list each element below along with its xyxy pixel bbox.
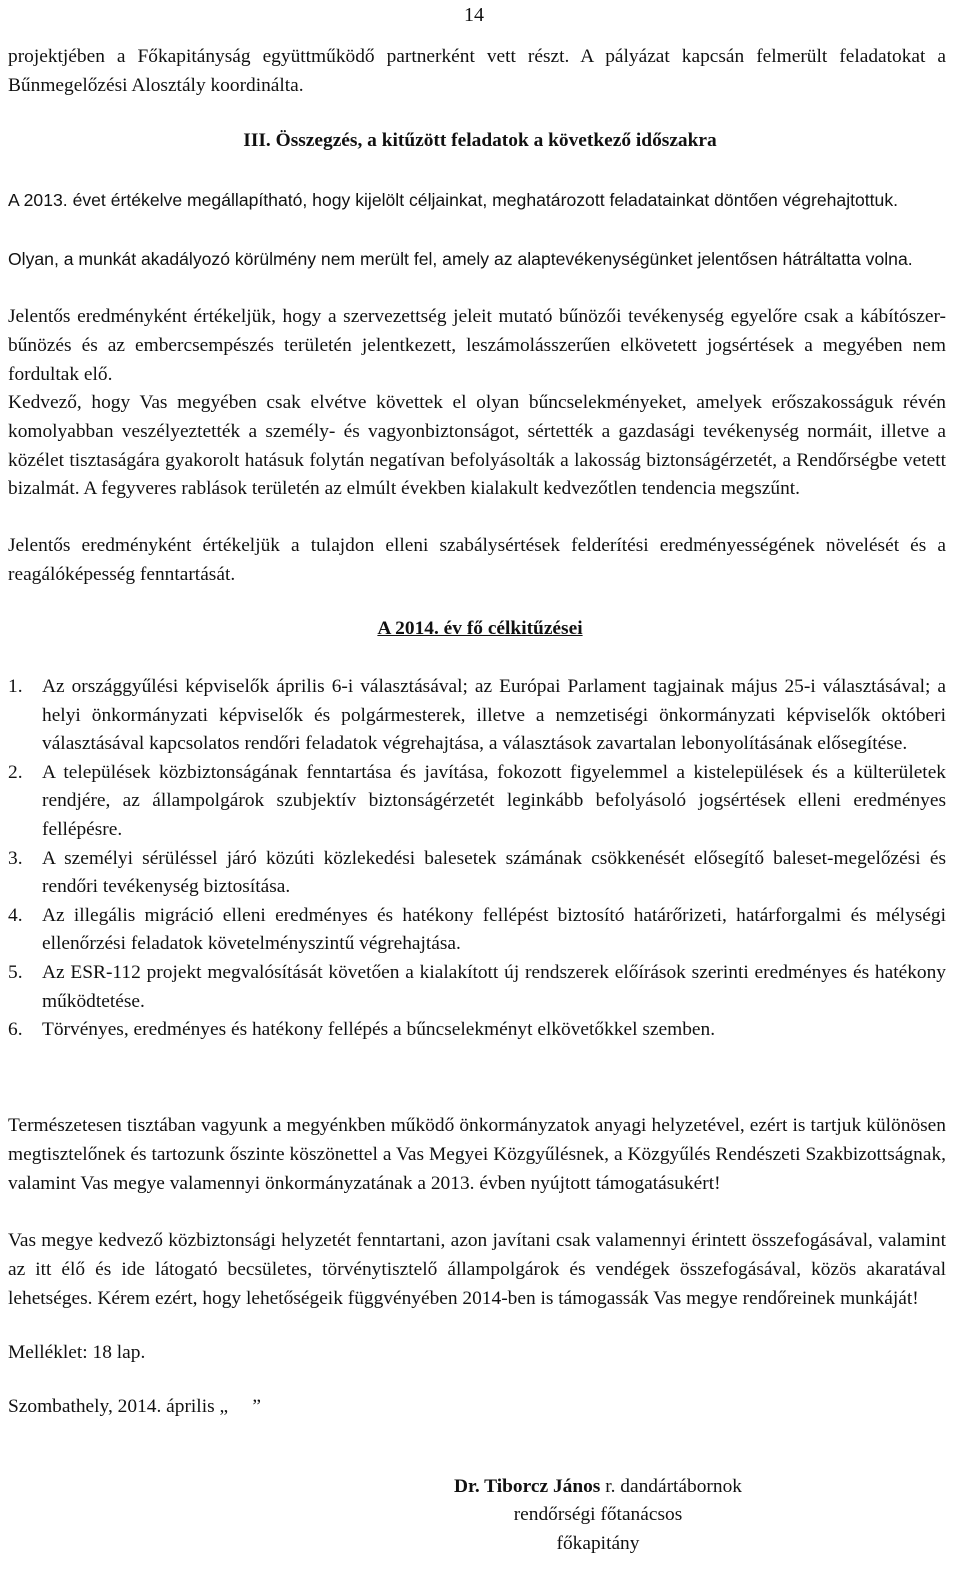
goal-item [8,1016,946,1045]
signature-name-line [0,1476,960,1498]
goal-text: Az ESR-112 projekt megvalósítását követően a kialakított új rendszerek előírások szerinti eredményes és hatékony működtetése. [42,961,946,1012]
goal-item [8,673,946,759]
goal-text: A személyi sérüléssel járó közúti közlekedési balesetek számának csökkenését elősegítő baleset-megelőzési és rendőri tevékenység biztosítása. [42,847,946,898]
attachment-note: Melléklet: 18 lap. [8,1342,146,1363]
intro-paragraph: projektjében a Főkapitányság együttműködő partnerként vett részt. A pályázat kapcsán felmerült feladatokat a Bűnmegelőzési Alosztály koordinálta. [8,46,946,96]
goal-number: 3. [8,847,23,869]
page-number: 14 [464,4,484,26]
goal-text: Törvényes, eredményes és hatékony fellépés a bűncselekményt elkövetőkkel szemben. [42,1019,716,1041]
goal-item [8,759,946,845]
signer-position: főkapitány [556,1533,640,1554]
goal-text: A települések közbiztonságának fenntartása és javítása, fokozott figyelemmel a kistelepülések és a külterületek rendjére, az állampolgárok szubjektív biztonságérzetét leginkább befolyásoló jogsértések elleni eredményes fellépésre. [42,761,946,840]
signer-name: Dr. Tiborcz János [454,1476,601,1497]
summary-paragraph-1: A 2013. évet értékelve megállapítható, hogy kijelölt céljainkat, meghatározott feladatainkat döntően végrehajtottuk. [8,190,899,210]
goal-number: 4. [8,904,23,926]
closing-paragraph: Vas megye kedvező közbiztonsági helyzetét fenntartani, azon javítani csak valamennyi érintett összefogásával, valamint az itt élő és ide látogató becsületes, törvénytisztelő állampolgárok és vendégek összefogásával, közös akaratával lehetséges. Kérem ezért, hogy lehetőségeik függvényében 2014-ben is támogassák Vas megye rendőreinek munkáját! [8,1230,946,1309]
signer-title: rendőrségi főtanácsos [513,1504,683,1525]
goal-text: Az országgyűlési képviselők április 6-i választásával; az Európai Parlament tagjainak május 25-i választásával; a helyi önkormányzati képviselők és polgármesterek, illetve a nemzetiségi önkormányzati képviselők októberi választásával kapcsolatos rendőri feladatok végrehajtása, a választások zavartalan lebonyolításának elősegítése. [42,676,946,755]
goal-text: Az illegális migráció elleni eredményes és hatékony fellépést biztosító határőrizeti, határforgalmi és mélységi ellenőrzési feladatok követelményszintű végrehajtása. [42,904,946,955]
summary-paragraph-2: Olyan, a munkát akadályozó körülmény nem merült fel, amely az alaptevékenységünket jelentősen hátráltatta volna. [8,249,913,269]
goal-item [8,959,946,1016]
signer-rank: r. dandártábornok [600,1476,742,1497]
goal-item [8,845,946,902]
goal-number: 5. [8,961,23,983]
results-paragraph-1: Jelentős eredményként értékeljük, hogy a szervezettség jeleit mutató bűnözői tevékenység egyelőre csak a kábítószer-bűnözés és az embercsempészés területén jelentkezett, leszámolásszerűen elkövetett jogsértések a megyében nem fordultak elő. [8,306,946,385]
favorable-paragraph: Kedvező, hogy Vas megyében csak elvétve követtek el olyan bűncselekményeket, amelyek erőszakosságuk révén komolyabban veszélyeztették a személy- és vagyonbiztonságot, sértették a gazdasági tevékenység normáit, illetve a közélet tisztaságára gyakorolt hatásuk folytán negatívan befolyásolták a lakosság biztonságérzetét, a Rendőrségbe vetett bizalmát. A fegyveres rablások területén az elmúlt években kialakult kedvezőtlen tendencia megszűnt. [8,392,946,500]
goal-item [8,902,946,959]
section-heading: III. Összegzés, a kitűzött feladatok a következő időszakra [243,130,717,151]
goal-number: 2. [8,761,23,783]
goal-number: 1. [8,676,23,697]
thanks-paragraph: Természetesen tisztában vagyunk a megyénkben működő önkormányzatok anyagi helyzetével, ezért is tartjuk különösen megtisztelőnek és tartozunk őszinte köszönettel a Vas Megyei Közgyűlésnek, a Közgyűlés Rendészeti Szakbizottságnak, valamint Vas megye valamennyi önkormányzatának a 2013. évben nyújtott támogatásukért! [8,1115,946,1194]
results-paragraph-2: Jelentős eredményként értékeljük a tulajdon elleni szabálysértések felderítési eredményességének növelését és a reagálóképesség fenntartását. [8,535,946,585]
goal-number: 6. [8,1019,23,1041]
place-date: Szombathely, 2014. április „ ” [8,1396,261,1417]
goals-list [8,673,946,1045]
goals-heading: A 2014. év fő célkitűzései [377,618,583,639]
